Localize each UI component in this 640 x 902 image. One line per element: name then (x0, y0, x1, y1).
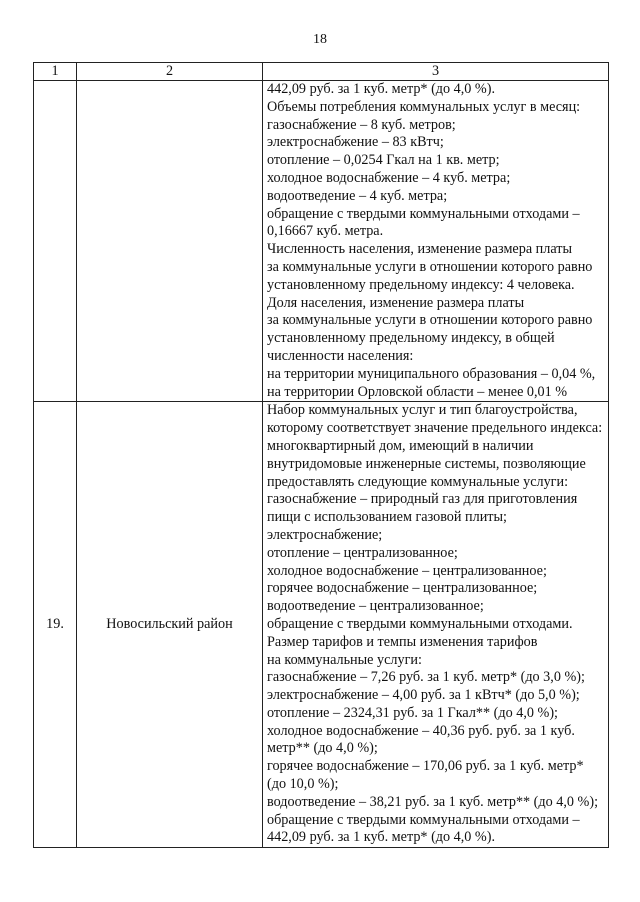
table-row-continuation (34, 81, 609, 402)
text-line: электроснабжение; (267, 526, 383, 543)
text-line: газоснабжение – природный газ для приготовления (267, 491, 578, 508)
table-header-row (34, 63, 609, 81)
text-line: газоснабжение – 7,26 руб. за 1 куб. метр* (до 3,0 %); (267, 669, 585, 686)
text-line: на коммунальные услуги: (267, 651, 422, 668)
table-row-19 (34, 402, 609, 848)
text-line: холодное водоснабжение – централизованное; (267, 562, 547, 579)
text-line: холодное водоснабжение – 4 куб. метра; (267, 169, 511, 186)
text-line: 442,09 руб. за 1 куб. метр* (до 4,0 %). (267, 81, 496, 97)
column-header-2: 2 (77, 63, 263, 81)
text-line: предоставлять следующие коммунальные услуги: (267, 473, 569, 490)
row-number-cell: 19. (34, 402, 77, 848)
text-line: газоснабжение – 8 куб. метров; (267, 116, 456, 133)
row-number-cell (34, 81, 77, 402)
text-line: за коммунальные услуги в отношении которого равно (267, 312, 593, 329)
text-line: горячее водоснабжение – централизованное; (267, 580, 538, 597)
text-line: холодное водоснабжение – 40,36 руб. руб. за 1 куб. (267, 722, 575, 739)
text-line: (до 10,0 %); (267, 776, 339, 793)
text-line: многоквартирный дом, имеющий в наличии (267, 437, 534, 454)
text-line: пищи с использованием газовой плиты; (267, 509, 507, 526)
text-line: установленному предельному индексу, в общей (267, 330, 555, 347)
text-line: внутридомовые инженерные системы, позволяющие (267, 455, 586, 472)
text-line: водоотведение – централизованное; (267, 598, 484, 615)
text-line: 0,16667 куб. метра. (267, 223, 384, 240)
text-line: обращение с твердыми коммунальными отходами – (267, 811, 580, 828)
text-line: которому соответствует значение предельного индекса: (267, 420, 603, 437)
text-line: обращение с твердыми коммунальными отходами – (267, 205, 580, 222)
text-line: за коммунальные услуги в отношении которого равно (267, 258, 593, 275)
page-number: 18 (313, 32, 327, 47)
district-name-cell (77, 81, 263, 402)
text-line: Набор коммунальных услуг и тип благоустройства, (267, 402, 578, 419)
text-line: на территории муниципального образования – 0,04 %, (267, 365, 596, 382)
text-line: Размер тарифов и темпы изменения тарифов (267, 633, 538, 650)
text-line: водоотведение – 4 куб. метра; (267, 187, 448, 204)
column-header-1: 1 (34, 63, 77, 81)
text-line: горячее водоснабжение – 170,06 руб. за 1 куб. метр* (267, 758, 584, 775)
text-line: метр** (до 4,0 %); (267, 740, 378, 757)
column-header-3: 3 (263, 63, 609, 81)
text-line: водоотведение – 38,21 руб. за 1 куб. метр** (до 4,0 %); (267, 793, 599, 810)
data-table (33, 62, 609, 848)
text-line: Доля населения, изменение размера платы (267, 294, 525, 311)
text-line: электроснабжение – 83 кВтч; (267, 134, 444, 151)
text-line: электроснабжение – 4,00 руб. за 1 кВтч* (до 5,0 %); (267, 687, 580, 704)
text-line: на территории Орловской области – менее 0,01 % (267, 383, 568, 400)
district-name-cell: Новосильский район (77, 402, 263, 848)
text-line: отопление – 0,0254 Гкал на 1 кв. метр; (267, 152, 500, 169)
text-line: установленному предельному индексу: 4 человека. (267, 276, 575, 293)
text-line: обращение с твердыми коммунальными отходами. (267, 615, 573, 632)
text-line: отопление – централизованное; (267, 544, 458, 561)
description-cell (263, 81, 609, 402)
text-line: численности населения: (267, 347, 414, 364)
text-line: 442,09 руб. за 1 куб. метр* (до 4,0 %). (267, 829, 496, 846)
text-line: Численность населения, изменение размера платы (267, 241, 573, 258)
text-line: Объемы потребления коммунальных услуг в месяц: (267, 98, 581, 115)
description-cell (263, 402, 609, 848)
text-line: отопление – 2324,31 руб. за 1 Гкал** (до 4,0 %); (267, 704, 558, 721)
